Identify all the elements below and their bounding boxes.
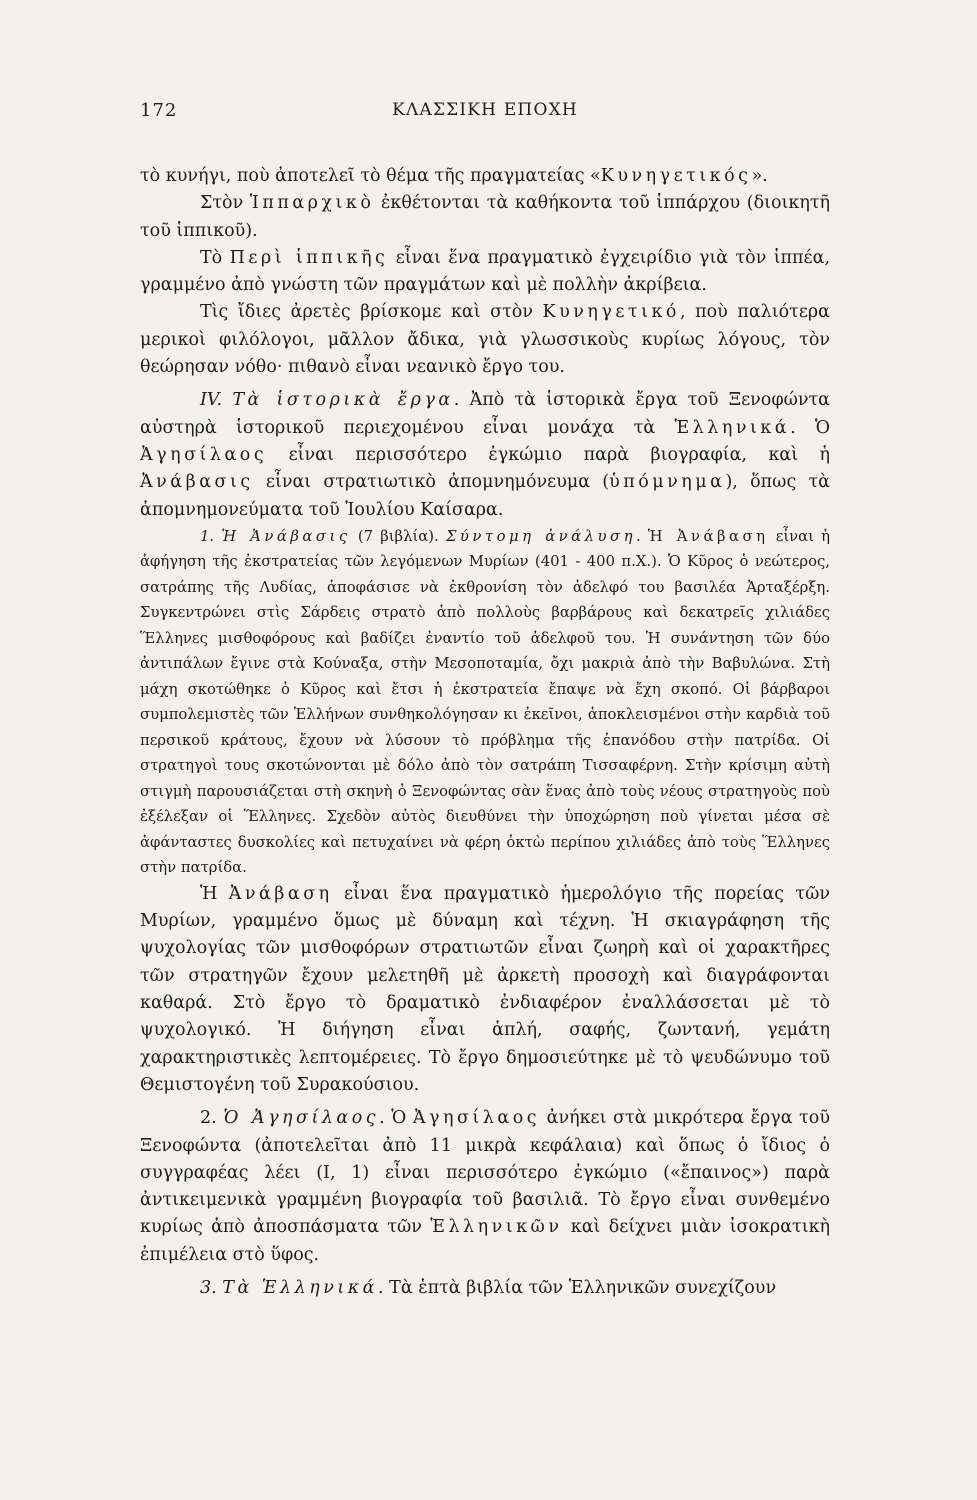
item-anabasis-summary bbox=[140, 524, 830, 881]
text-run: (7 βιβλία). bbox=[350, 527, 446, 545]
spaced-title-kynegetikos: Κυνηγετικός bbox=[600, 166, 752, 186]
item-heading: Τὰ Ἑλληνικά bbox=[222, 1278, 379, 1299]
text-run: Τὸ bbox=[200, 247, 230, 268]
spaced-title-kynegetiko: Κυνηγετικό bbox=[542, 302, 680, 323]
running-title: ΚΛΑΣΣΙΚΗ ΕΠΟΧΗ bbox=[392, 100, 578, 120]
text-run: , ποὺ παλιότερα μερικοὶ φιλόλογοι, μᾶλλον ἄδικα, γιὰ γλωσσικοὺς κυρίως λόγους, τὸν θεώρησαν νόθο· πιθανὸ εἶναι νεανικὸ ἔργο του. bbox=[140, 302, 830, 378]
text-run: Στὸν bbox=[200, 193, 250, 214]
text-run: καὶ δείχνει μιὰν ἰσοκρατικὴ ἐπιμέλεια στὸ ὕφος. bbox=[140, 1217, 831, 1265]
item-heading: Ἡ Ἀνάβασις bbox=[221, 527, 351, 545]
summary-heading: Σύντομη ἀνάλυση bbox=[445, 527, 637, 545]
text-run: . Ὁ bbox=[379, 1108, 413, 1129]
item-heading: Ὁ Ἀγησίλαος bbox=[223, 1108, 380, 1129]
section-historical-works bbox=[140, 387, 830, 523]
paragraph-hipparchikos bbox=[140, 190, 830, 245]
text-run: ». bbox=[751, 166, 768, 186]
page-header bbox=[135, 100, 835, 130]
spaced-title-hipparchikos: Ἱππαρχικὸ bbox=[249, 193, 375, 214]
text-run: εἶναι στρατιωτικὸ ἀπομνημόνευμα ( bbox=[253, 472, 610, 493]
paragraph-hunting-continuation bbox=[140, 163, 830, 190]
spaced-title-peri-hippikes: Περὶ ἱππικῆς bbox=[229, 247, 389, 268]
text-run: ἀνήκει στὰ μικρότερα ἔργα τοῦ Ξενοφώντα (ἀποτελεῖται ἀπὸ 11 μικρὰ κεφάλαια) καὶ ὅπως ὁ ἴδιος ὁ συγγραφέας λέει (I, 1) εἶναι περισσότερο ἐγκώμιο («ἔπαινος») παρὰ ἀντικειμενικὰ γραμμένη βιογραφία τοῦ βασιλιᾶ. Τὸ ἔργο εἶναι συνθεμένο κυρίως ἀπὸ ἀποσπάσματα τῶν bbox=[140, 1108, 830, 1238]
text-run: εἶναι ἕνα πραγματικὸ ἐγχειρίδιο γιὰ τὸν ἱππέα, γραμμένο ἀπὸ γνώστη τῶν πραγμάτων καὶ μὲ πολλὴν ἀκρίβεια. bbox=[140, 247, 831, 296]
text-run: . Τὰ ἑπτὰ βιβλία τῶν Ἑλληνικῶν συνεχίζουν bbox=[378, 1278, 777, 1299]
section-number: IV. bbox=[200, 390, 233, 411]
spaced-title-anabasis: Ἀνάβασις bbox=[140, 472, 254, 493]
text-run: . Ἀπὸ τὰ ἱστορικὰ ἔργα τοῦ Ξενοφώντα αὐστηρὰ ἱστορικοῦ περιεχομένου εἶναι μονάχα τὰ bbox=[140, 390, 830, 438]
item-number: 3. bbox=[200, 1278, 223, 1299]
paragraph-peri-hippikes bbox=[140, 245, 830, 300]
spaced-term-hypomnema: ὑπόμνημα bbox=[609, 472, 726, 493]
text-run: εἶναι περισσότερο ἐγκώμιο παρὰ βιογραφία, καὶ ἡ bbox=[267, 444, 830, 465]
item-number: 1. bbox=[200, 527, 222, 545]
spaced-title-hellenika: Ἑλληνικά bbox=[674, 417, 791, 438]
page-body bbox=[140, 163, 830, 1302]
item-agesilaos bbox=[140, 1105, 830, 1269]
text-run: ), ὅπως τὰ ἀπομνημονεύματα τοῦ Ἰουλίου Καίσαρα. bbox=[140, 472, 830, 520]
item-number: 2. bbox=[200, 1108, 224, 1129]
spaced-title-anabase: Ἡ Ἀνάβαση bbox=[647, 527, 769, 545]
text-run: . Ὁ bbox=[790, 417, 830, 438]
text-run: εἶναι ἕνα πραγματικὸ ἡμερολόγιο τῆς πορείας τῶν Μυρίων, γραμμένο ὅμως μὲ δύναμη καὶ τέχνη. Ἡ σκιαγράφηση τῆς ψυχολογίας τῶν μισθοφόρων στρατιωτῶν εἶναι ζωηρὴ καὶ οἱ χαρακτῆρες τῶν στρατηγῶν ἔχουν μελετηθῆ μὲ ἀρκετὴ προσοχὴ καὶ διαγράφονται καθαρά. Στὸ ἔργο τὸ δραματικὸ ἐνδιαφέρον ἐναλλάσσεται μὲ τὸ ψυχολογικό. Ἡ διήγηση εἶναι ἁπλή, σαφής, ζωντανή, γεμάτη χαρακτηριστικὲς λεπτομέρειες. Τὸ ἔργο δημοσιεύτηκε μὲ τὸ ψευδώνυμο τοῦ Θεμιστογένη τοῦ Συρακούσιου. bbox=[140, 883, 830, 1095]
text-run: τὸ κυνήγι, ποὺ ἀποτελεῖ τὸ θέμα τῆς πραγματείας « bbox=[140, 166, 601, 186]
text-run: Ἡ bbox=[200, 883, 229, 904]
text-run: ἐκθέτονται τὰ καθήκοντα τοῦ ἱππάρχου (διοικητῆ τοῦ ἱππικοῦ). bbox=[140, 193, 830, 241]
text-run: εἶναι ἡ ἀφήγηση τῆς ἐκστρατείας τῶν λεγόμενων Μυρίων (401 - 400 π.Χ.). Ὁ Κῦρος ὁ νεώτερος, σατράπης τῆς Λυδίας, ἀποφάσισε νὰ ἐκθρονίση τὸν ἀδελφό του βασιλέα Ἀρταξέρξη. Συγκεντρώνει στὶς Σάρδεις στρατὸ ἀπὸ πολλοὺς βαρβάρους καὶ δεκατρεῖς χιλιάδες Ἕλληνες μισθοφόρους καὶ βαδίζει ἐναντίο τοῦ ἀδελφοῦ του. Ἡ συνάντηση τῶν δύο ἀντιπάλων ἔγινε στὰ Κούναξα, στὴν Μεσοποταμία, ὄχι μακριὰ ἀπὸ τὴν Βαβυλώνα. Στὴ μάχη σκοτώθηκε ὁ Κῦρος καὶ ἔτσι ἡ ἐκστρατεία ἔπαψε νὰ ἔχη σκοπό. Οἱ βάρβαροι συμπολεμιστὲς τῶν Ἑλλήνων συνθηκολόγησαν κι ἐκεῖνοι, ἀποκλεισμένοι στὴν καρδιὰ τοῦ περσικοῦ κράτους, ἔχουν νὰ λύσουν τὸ πρόβλημα τῆς ἐπανόδου στὴν πατρίδα. Οἱ στρατηγοὶ τους σκοτώνονται μὲ δόλο ἀπὸ τὸν σατράπη Τισσαφέρνη. Στὴν κρίσιμη αὐτὴ στιγμὴ παρουσιάζεται στὴ σκηνὴ ὁ Ξενοφώντας σὰν ἕνας ἀπὸ τοὺς νέους στρατηγοὺς ποὺ ἐξέλεξαν οἱ Ἕλληνες. Σχεδὸν αὐτὸς διευθύνει τὴν ὑποχώρηση ποὺ γίνεται μέσα σὲ ἀφάνταστες δυσκολίες καὶ πετυχαίνει νὰ φέρη ὀκτὼ περίπου χιλιάδες ἀπὸ τοὺς Ἕλληνες στὴν πατρίδα. bbox=[140, 527, 831, 877]
page-number: 172 bbox=[140, 100, 178, 121]
text-run: . bbox=[636, 527, 648, 545]
item-hellenika bbox=[140, 1275, 830, 1302]
spaced-title-agesilaos: Ἀγησίλαος bbox=[412, 1108, 541, 1129]
spaced-title-anabase: Ἀνάβαση bbox=[228, 883, 333, 904]
spaced-title-agesilaos: Ἀγησίλαος bbox=[140, 444, 268, 465]
spaced-title-hellenikon: Ἑλληνικῶν bbox=[430, 1217, 563, 1238]
section-heading: Τὰ ἱστορικὰ ἔργα bbox=[232, 390, 454, 411]
paragraph-kynegetikos-virtues bbox=[140, 299, 830, 381]
paragraph-anabasis-assessment bbox=[140, 881, 830, 1099]
text-run: Τὶς ἴδιες ἀρετὲς βρίσκομε καὶ στὸν bbox=[200, 302, 543, 323]
